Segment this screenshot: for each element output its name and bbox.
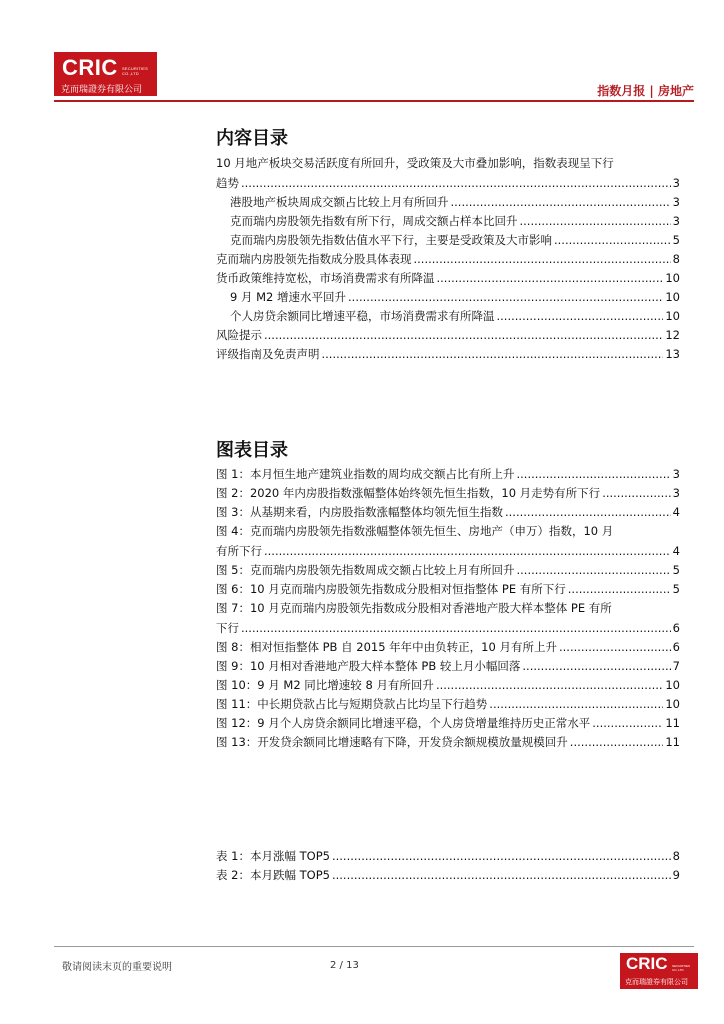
footer-logo	[620, 953, 698, 989]
toc-entry[interactable]	[216, 250, 680, 269]
dot-leader	[414, 250, 671, 269]
header-divider	[54, 100, 694, 102]
dot-leader	[570, 733, 664, 752]
toc-entry-page: 11	[665, 735, 680, 749]
toc-entry-title: 图 9：10 月相对香港地产股大样本整体 PB 较上月小幅回落	[216, 659, 521, 673]
toc-entry-page: 4	[672, 505, 680, 519]
toc-entry-page: 8	[672, 252, 680, 266]
toc-entry-title: 图 8：相对恒指整体 PB 自 2015 年年中由负转正，10 月有所上升	[216, 640, 557, 654]
toc-entry[interactable]	[216, 657, 680, 676]
contents-title: 内容目录	[216, 128, 288, 149]
dot-leader	[489, 695, 663, 714]
toc-entry[interactable]	[216, 847, 680, 866]
toc-entry-title: 克而瑞内房股领先指数成分股具体表现	[216, 252, 412, 266]
dot-leader	[559, 638, 671, 657]
toc-entry-page: 8	[672, 849, 680, 863]
toc-entry-title: 克而瑞内房股领先指数有所下行，周成交额占样本比回升	[230, 214, 518, 228]
dot-leader	[264, 542, 671, 561]
toc-entry[interactable]	[216, 733, 680, 752]
toc-entry-page: 3	[672, 467, 680, 481]
toc-entry-title: 图 11：中长期贷款占比与短期贷款占比均呈下行趋势	[216, 697, 488, 711]
toc-entry-title: 图 5：克而瑞内房股领先指数周成交额占比较上月有所回升	[216, 563, 515, 577]
toc-entry[interactable]	[216, 231, 680, 250]
toc-entry-title: 图 13：开发贷余额同比增速略有下降，开发贷余额规模放量规模回升	[216, 735, 568, 749]
toc-entry-page: 3	[672, 486, 680, 500]
dot-leader	[332, 847, 671, 866]
toc-entry-title: 风险提示	[216, 328, 262, 342]
toc-entry[interactable]	[216, 269, 680, 288]
toc-entry[interactable]	[216, 307, 680, 326]
dot-leader	[437, 269, 664, 288]
toc-entry-title: 有所下行	[216, 544, 262, 558]
toc-entry[interactable]	[216, 561, 680, 580]
toc-entry[interactable]	[216, 484, 680, 503]
dot-leader	[520, 212, 671, 231]
toc-entry-title: 图 1：本月恒生地产建筑业指数的周均成交额占比有所上升	[216, 467, 515, 481]
dot-leader	[241, 174, 671, 193]
toc-entry-page: 10	[665, 309, 680, 323]
contents-list	[216, 154, 680, 364]
toc-entry-page: 5	[672, 233, 680, 247]
footer-note: 敬请阅读末页的重要说明	[62, 962, 172, 973]
report-type-label: 指数月报 | 房地产	[597, 84, 694, 98]
toc-entry[interactable]	[216, 465, 680, 484]
dot-leader	[451, 193, 671, 212]
toc-entry-page: 5	[672, 582, 680, 596]
toc-entry[interactable]	[216, 580, 680, 599]
toc-entry[interactable]	[216, 193, 680, 212]
toc-entry[interactable]	[216, 345, 680, 364]
toc-entry-title-line1: 10 月地产板块交易活跃度有所回升，受政策及大市叠加影响，指数表现呈下行	[216, 156, 614, 170]
toc-entry-page: 12	[665, 328, 680, 342]
toc-entry-title: 评级指南及免责声明	[216, 347, 320, 361]
toc-entry[interactable]	[216, 326, 680, 345]
toc-entry-title: 图 10：9 月 M2 同比增速较 8 月有所回升	[216, 678, 434, 692]
toc-entry-page: 9	[672, 868, 680, 882]
figures-title: 图表目录	[216, 440, 288, 461]
dot-leader	[554, 231, 671, 250]
toc-entry-title: 图 2：2020 年内房股指数涨幅整体始终领先恒生指数，10 月走势有所下行	[216, 486, 601, 500]
dot-leader	[602, 484, 670, 503]
toc-entry[interactable]	[216, 866, 680, 885]
toc-entry-title: 趋势	[216, 176, 239, 190]
toc-entry[interactable]	[216, 638, 680, 657]
toc-entry-title: 图 12：9 月个人房贷余额同比增速平稳，个人房贷增量维持历史正常水平	[216, 716, 591, 730]
toc-entry-page: 7	[672, 659, 680, 673]
toc-entry[interactable]	[216, 522, 680, 561]
toc-entry-page: 4	[672, 544, 680, 558]
toc-entry-title: 个人房贷余额同比增速平稳，市场消费需求有所降温	[230, 309, 495, 323]
toc-entry[interactable]	[216, 212, 680, 231]
toc-entry[interactable]	[216, 695, 680, 714]
dot-leader	[322, 345, 664, 364]
toc-entry[interactable]	[216, 503, 680, 522]
toc-entry-title: 图 6：10 月克而瑞内房股领先指数成分股相对恒指整体 PE 有所下行	[216, 582, 566, 596]
dot-leader	[516, 465, 670, 484]
footer-logo-tiny-text: SECURITIES CO.,LTD	[672, 964, 691, 972]
dot-leader	[592, 714, 663, 733]
toc-entry-title: 表 1：本月涨幅 TOP5	[216, 849, 330, 863]
toc-entry-page: 6	[672, 621, 680, 635]
tables-list	[216, 847, 680, 885]
logo-tiny-text: SECURITIES CO.,LTD	[122, 66, 149, 76]
footer-divider	[54, 946, 694, 947]
toc-entry-title: 图 3：从基期来看，内房股指数涨幅整体均领先恒生指数	[216, 505, 503, 519]
logo-sub-text: 克而瑞證券有限公司	[61, 85, 143, 95]
dot-leader	[516, 561, 670, 580]
toc-entry[interactable]	[216, 288, 680, 307]
dot-leader	[348, 288, 663, 307]
dot-leader	[505, 503, 671, 522]
logo-main-text: CRIC	[62, 55, 118, 80]
toc-entry[interactable]	[216, 714, 680, 733]
toc-entry-title: 下行	[216, 621, 239, 635]
figures-list	[216, 465, 680, 752]
toc-entry-page: 10	[665, 271, 680, 285]
toc-entry-page: 5	[672, 563, 680, 577]
toc-entry-title: 9 月 M2 增速水平回升	[230, 290, 347, 304]
toc-entry-page: 11	[665, 716, 680, 730]
toc-entry-title: 克而瑞内房股领先指数估值水平下行，主要是受政策及大市影响	[230, 233, 552, 247]
footer-logo-sub-text: 克而瑞證券有限公司	[625, 978, 688, 986]
dot-leader	[497, 307, 664, 326]
dot-leader	[522, 657, 670, 676]
toc-entry-title-line1: 图 7：10 月克而瑞内房股领先指数成分股相对香港地产股大样本整体 PE 有所	[216, 601, 612, 615]
page-number: 2 / 13	[330, 960, 359, 971]
company-logo	[54, 52, 157, 96]
toc-entry-page: 3	[672, 195, 680, 209]
toc-entry-page: 3	[672, 214, 680, 228]
footer-logo-main-text: CRIC	[626, 954, 668, 973]
toc-entry-title: 表 2：本月跌幅 TOP5	[216, 868, 330, 882]
toc-entry[interactable]	[216, 676, 680, 695]
toc-entry-page: 10	[665, 697, 680, 711]
toc-entry-title: 港股地产板块周成交额占比较上月有所回升	[230, 195, 449, 209]
toc-entry-page: 13	[665, 347, 680, 361]
toc-entry-page: 10	[665, 290, 680, 304]
dot-leader	[332, 866, 671, 885]
dot-leader	[436, 676, 663, 695]
dot-leader	[264, 326, 663, 345]
toc-entry-page: 6	[672, 640, 680, 654]
toc-entry-page: 3	[672, 176, 680, 190]
dot-leader	[568, 580, 671, 599]
toc-entry[interactable]	[216, 154, 680, 193]
dot-leader	[241, 619, 671, 638]
toc-entry-title-line1: 图 4：克而瑞内房股领先指数涨幅整体领先恒生、房地产（申万）指数，10 月	[216, 524, 614, 538]
toc-entry-title: 货币政策维持宽松，市场消费需求有所降温	[216, 271, 435, 285]
toc-entry-page: 10	[665, 678, 680, 692]
toc-entry[interactable]	[216, 599, 680, 638]
